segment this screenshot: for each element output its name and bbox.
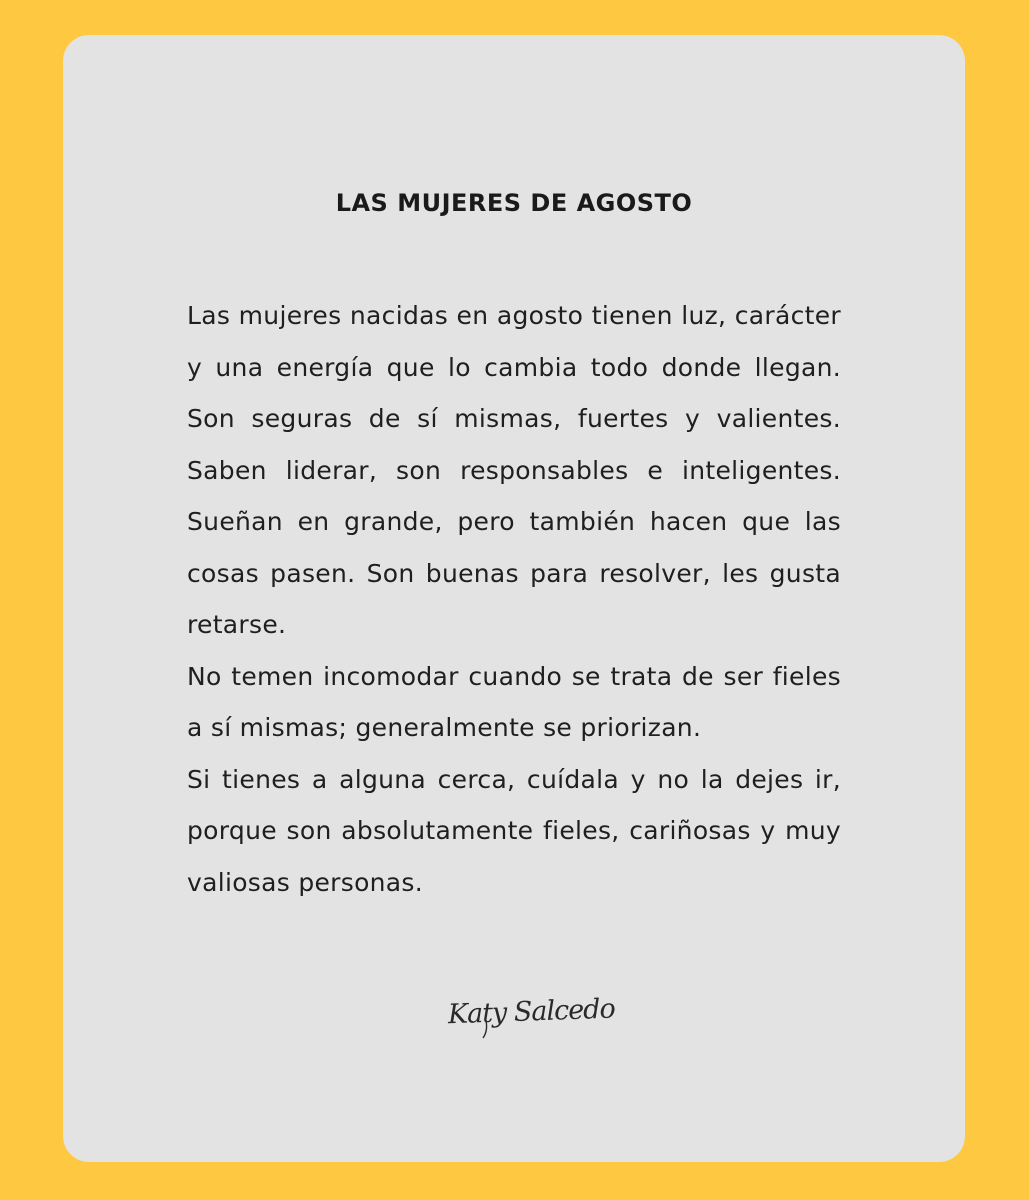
paragraph-3: Si tienes a alguna cerca, cuídala y no la dejes ir, porque son absolutamente fieles, cariñosas y muy valiosas personas. — [187, 764, 841, 897]
body-text — [187, 290, 841, 908]
paragraph-2: No temen incomodar cuando se trata de ser fieles a sí mismas; generalmente se priorizan. — [187, 661, 841, 742]
svg-text:Katy Salcedo: Katy Salcedo — [447, 993, 616, 1031]
text-card — [63, 35, 965, 1162]
document-title: LAS MUJERES DE AGOSTO — [335, 189, 693, 217]
handwritten-signature — [444, 991, 616, 1041]
paragraph-1: Las mujeres nacidas en agosto tienen luz, carácter y una energía que lo cambia todo donde llegan. Son seguras de sí mismas, fuertes y valientes. Saben liderar, son responsables e inteligentes. Sueñan en grande, pero también hacen que las cosas pasen. Son buenas para resolver, les gusta retarse. — [187, 301, 841, 639]
